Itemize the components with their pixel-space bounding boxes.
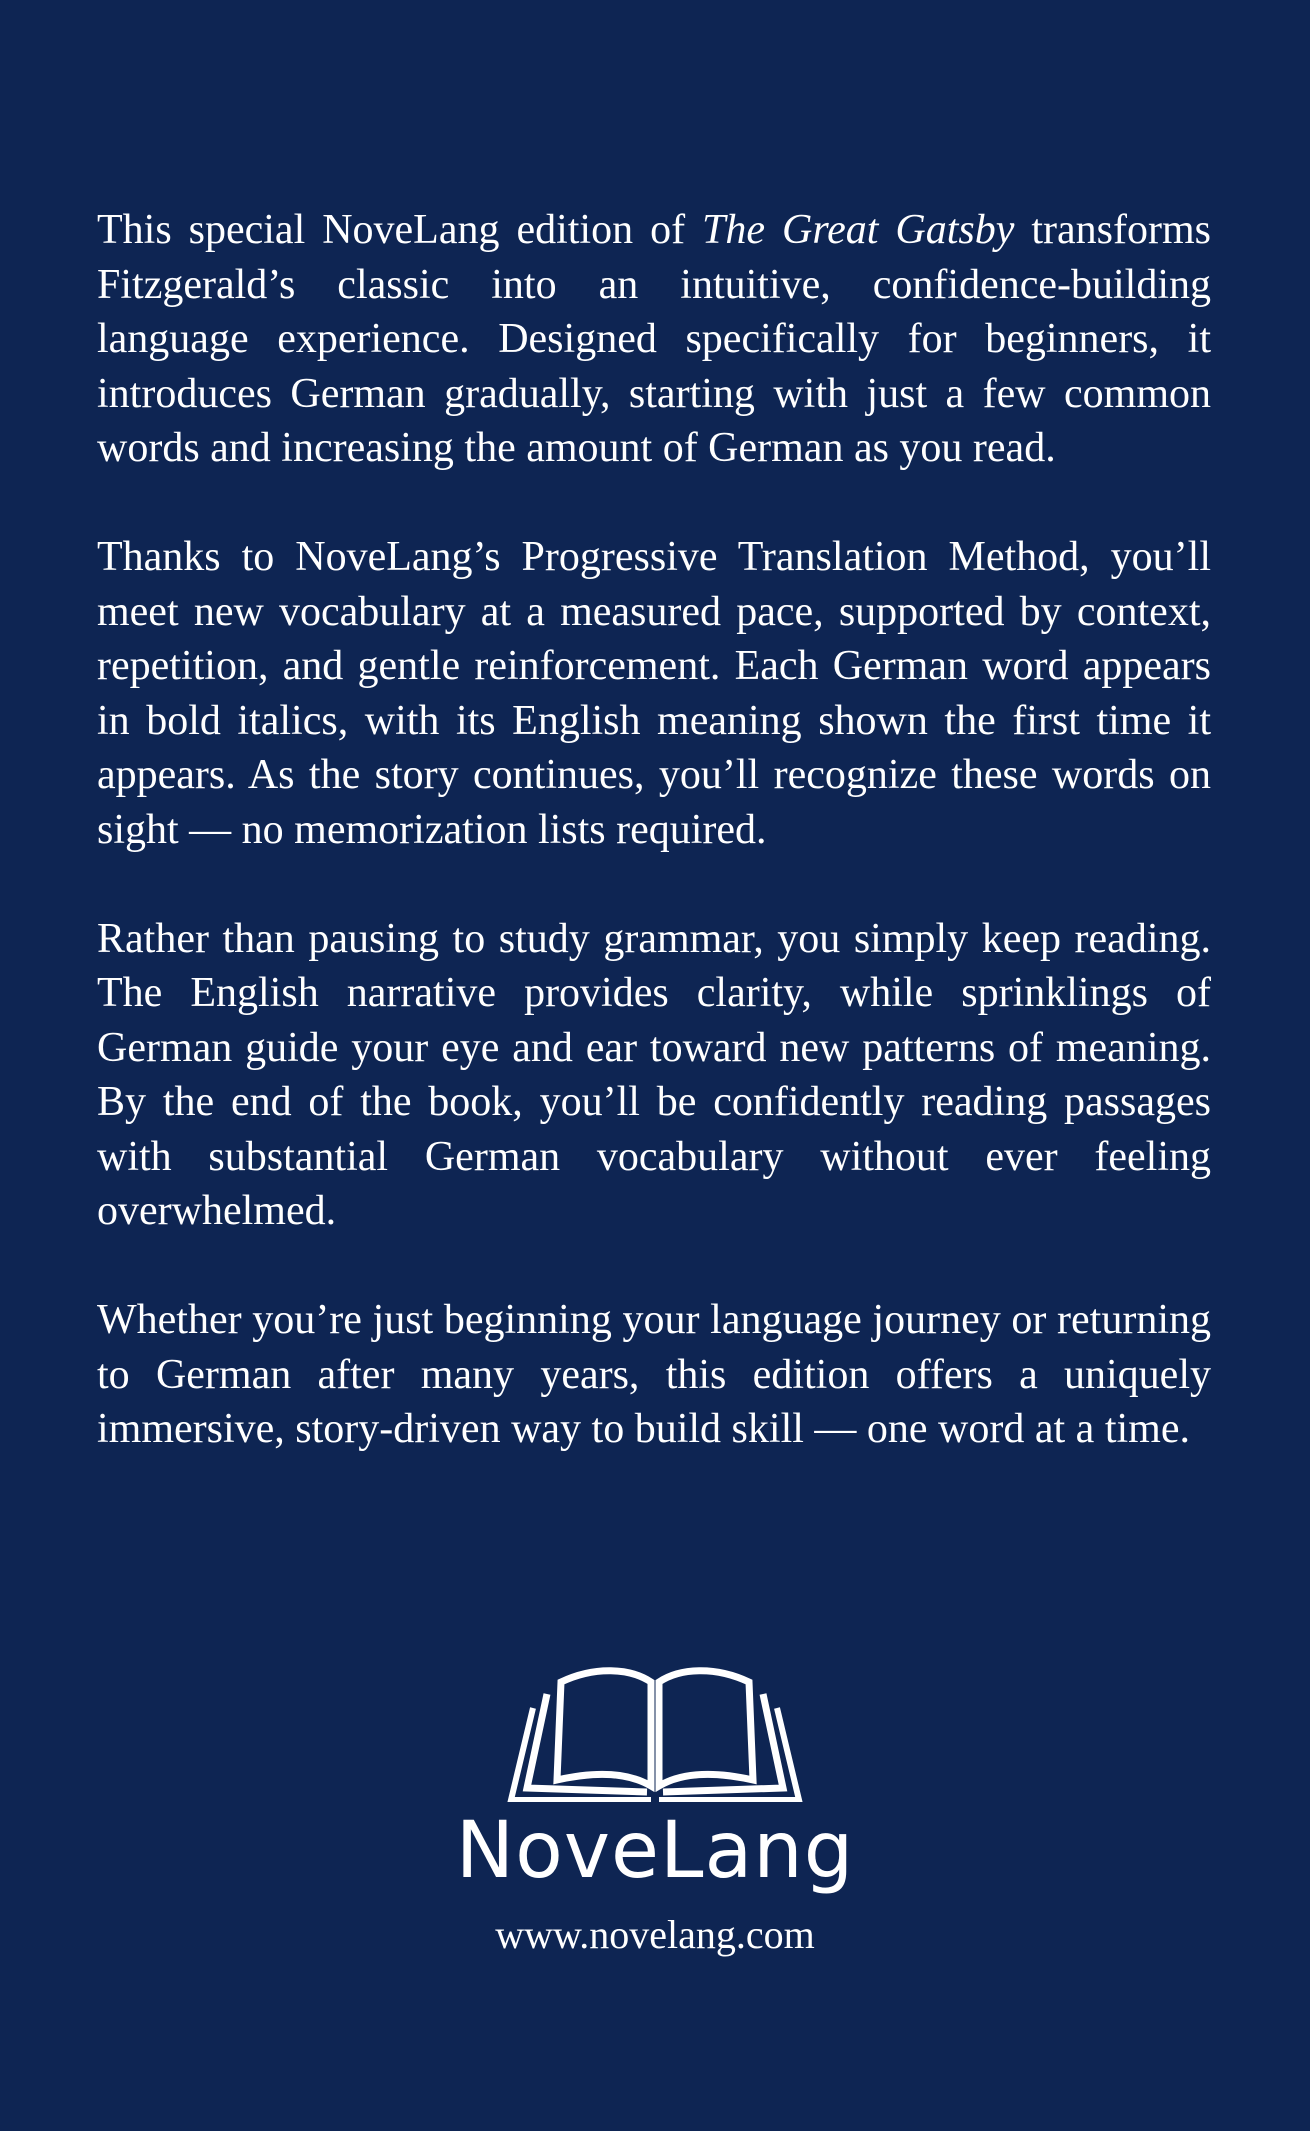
- open-book-icon: [505, 1660, 805, 1802]
- book-title: The Great Gatsby: [702, 207, 1015, 253]
- brand-name: NoveLang: [455, 1806, 855, 1896]
- blurb-paragraph-4: Whether you’re just beginning your language journey or returning to German after many years, this edition offers a uniquely immersive, story-driven way to build skill — one word at a time.: [97, 1297, 1211, 1452]
- novelang-logo: [0, 1660, 1310, 1896]
- blurb: [97, 203, 1211, 1511]
- website-url[interactable]: www.novelang.com: [495, 1912, 815, 1957]
- blurb-paragraph-3: Rather than pausing to study grammar, you simply keep reading. The English narrative provides clarity, while sprinklings of German guide your eye and ear toward new patterns of meaning. By the end of the book, you’ll be confidently reading passages with substantial German vocabulary without ever feeling overwhelmed.: [97, 915, 1211, 1234]
- paragraph-1-rest: transforms Fitzgerald’s classic into an intuitive, confidence-building language experience. Designed specifically for beginners, it introduces German gradually, starting with just a few common words and increasing the amount of German as you read.: [97, 207, 1211, 471]
- blurb-paragraph-2: Thanks to NoveLang’s Progressive Translation Method, you’ll meet new vocabulary at a measured pace, supported by context, repetition, and gentle reinforcement. Each German word appears in bold italics, with its English meaning shown the first time it appears. As the story continues, you’ll recognize these words on sight — no memorization lists required.: [97, 534, 1211, 853]
- paragraph-1-intro: This special NoveLang edition of: [97, 207, 703, 253]
- blurb-paragraph-1: [97, 203, 1211, 476]
